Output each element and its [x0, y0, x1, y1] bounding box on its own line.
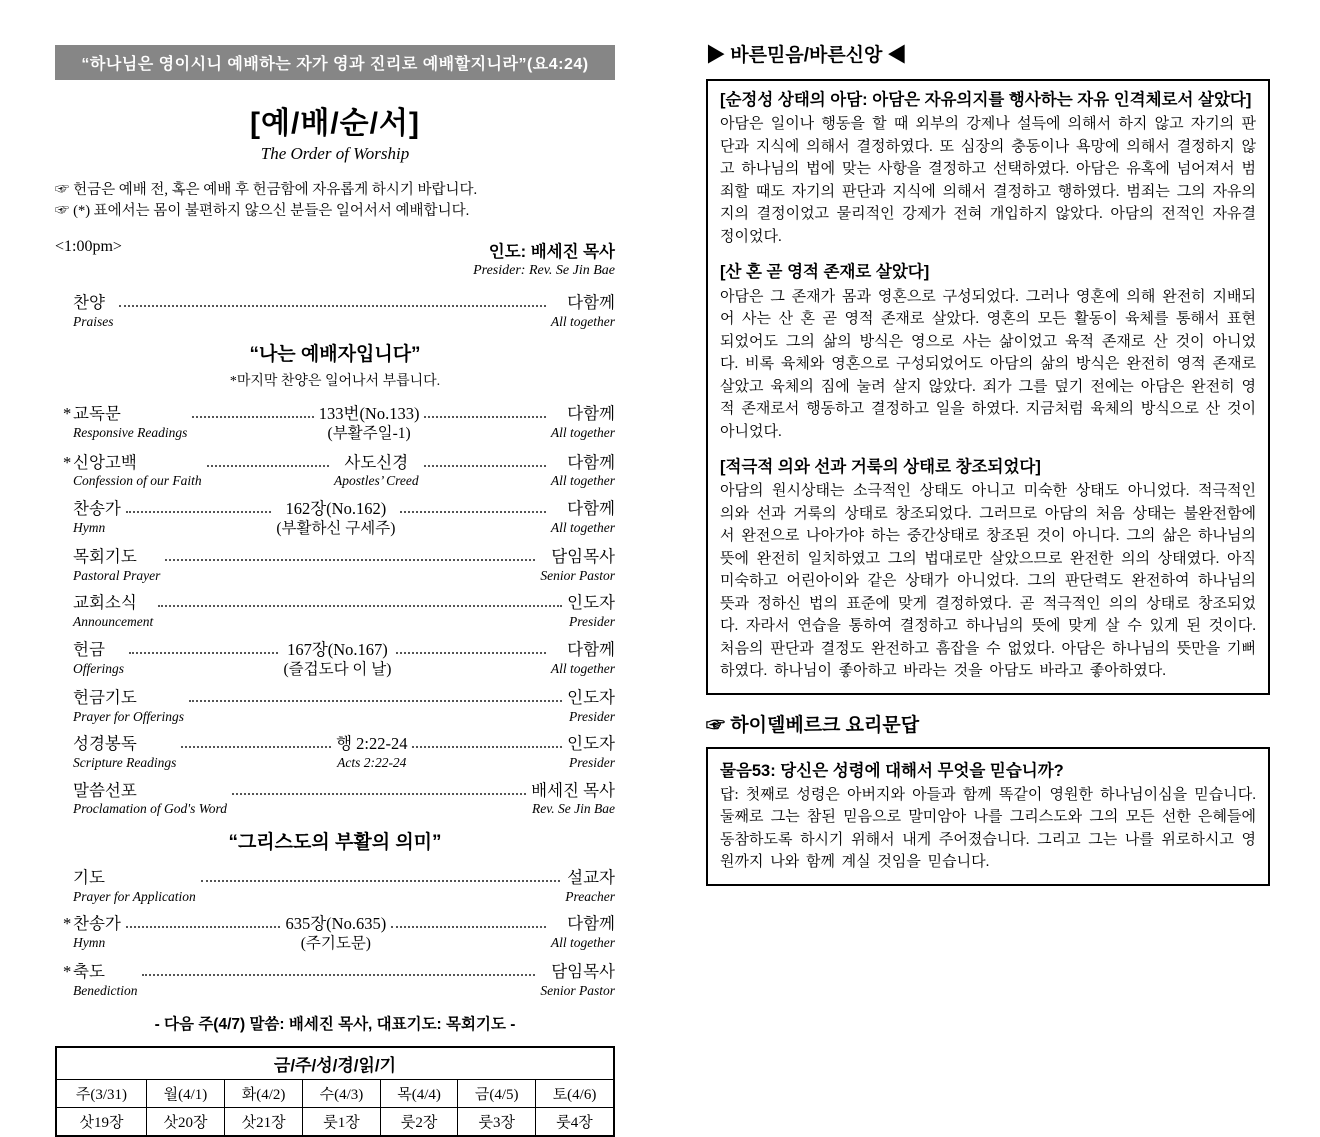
worship-item-center-sub: Acts 2:22-24: [337, 755, 407, 771]
reading-table-cell: 수(4/3): [303, 1079, 381, 1107]
notice-lines: [55, 180, 615, 222]
reading-table-cell: 삿21장: [225, 1107, 303, 1136]
dotted-leader: [201, 868, 561, 882]
worship-item-label: [73, 734, 176, 771]
worship-item-label: [73, 499, 121, 536]
dotted-leader: [424, 404, 545, 418]
dotted-leader: [207, 453, 329, 467]
worship-item-center: [334, 453, 419, 490]
worship-item: [63, 962, 615, 999]
worship-item-participant: [567, 593, 615, 630]
participant-english: Senior Pastor: [540, 567, 615, 583]
worship-item-center-sub: (즐겁도다 이 날): [283, 660, 392, 678]
participant-english: Preacher: [565, 888, 615, 904]
worship-item-center: [319, 404, 420, 443]
worship-item-participant: [551, 293, 615, 330]
worship-item: [73, 293, 615, 330]
worship-item-label-english: Hymn: [73, 519, 106, 535]
dotted-leader: [192, 404, 313, 418]
worship-item-label-korean: 기도: [73, 867, 105, 887]
worship-item-label: [63, 404, 188, 441]
worship-item-label: [73, 293, 114, 330]
time-presider-row: [55, 238, 615, 279]
worship-items-group-a: [55, 293, 615, 330]
participant-korean: 인도자: [567, 593, 615, 613]
participant-korean: 다함께: [567, 914, 615, 934]
notice-offering: ☞ 헌금은 예배 전, 혹은 예배 후 헌금함에 자유롭게 하시기 바랍니다.: [55, 182, 478, 198]
page-title: [예/배/순/서]: [250, 107, 420, 140]
worship-item-label-english: Offerings: [73, 660, 125, 676]
dotted-leader: [412, 734, 562, 748]
dotted-leader: [119, 293, 546, 307]
page-subtitle: The Order of Worship: [260, 144, 410, 163]
dotted-leader: [391, 914, 546, 928]
reading-table-cell: 토(4/6): [536, 1079, 614, 1107]
dotted-leader: [165, 547, 535, 561]
weekly-bible-reading-table: [55, 1046, 615, 1137]
worship-item-center: [336, 734, 407, 771]
dotted-leader: [400, 499, 546, 513]
faith-section: [720, 456, 1256, 683]
next-week-line: - 다음 주(4/7) 말씀: 배세진 목사, 대표기도: 목회기도 -: [154, 1015, 516, 1033]
worship-items-group-b: [55, 404, 615, 818]
worship-item-label-english: Announcement: [73, 614, 154, 630]
dotted-leader: [232, 781, 526, 795]
worship-item-label: [73, 593, 153, 630]
reading-table-cell: 금(4/5): [458, 1079, 536, 1107]
worship-item-label: [63, 914, 121, 951]
faith-section-heading: [적극적 의와 선과 거룩의 상태로 창조되었다]: [720, 458, 1041, 477]
worship-item-label-english: Benediction: [73, 983, 138, 999]
dotted-leader: [142, 962, 535, 976]
catechism-answer: 답: 첫째로 성령은 아버지와 아들과 함께 똑같이 영원한 하나님이심을 믿습니다. 둘째로 그는 참된 믿음으로 말미암아 나를 그리스도와 그의 모든 선한 은혜들에 동참하도록 하시기 위해서 내게 주어졌습니다. 그리고 그는 나를 위로하시고 영원까지 나와 함께 계실 것임을 믿습니다.: [720, 786, 1256, 871]
service-time: <1:00pm>: [55, 238, 122, 256]
participant-english: All together: [550, 519, 615, 535]
worship-item-label: [73, 781, 227, 818]
worship-item-label: [73, 688, 184, 725]
dotted-leader: [189, 688, 562, 702]
worship-item: [73, 781, 615, 818]
worship-item-center-main: 사도신경: [344, 452, 409, 472]
worship-item-label-korean: 찬송가: [73, 498, 121, 518]
reading-table-chapters-row: [56, 1107, 614, 1136]
worship-item-label: [73, 547, 160, 584]
worship-item-participant: [540, 547, 615, 584]
dotted-leader: [181, 734, 331, 748]
faith-section-heading: [순정성 상태의 아담: 아담은 자유의지를 행사하는 자유 인격체로서 살았다]: [720, 91, 1252, 109]
faith-section: [720, 89, 1256, 248]
worship-item-center-sub: (주기도문): [300, 935, 371, 953]
dotted-leader: [126, 914, 281, 928]
faith-section: [720, 261, 1256, 443]
participant-korean: 설교자: [567, 867, 615, 887]
worship-item-label-korean: * 축도: [63, 962, 105, 982]
participant-korean: 담임목사: [551, 547, 615, 567]
worship-item-label-english: Pastoral Prayer: [73, 567, 161, 583]
worship-item: [73, 593, 615, 630]
worship-item-label: [73, 868, 196, 905]
worship-item: [63, 404, 615, 443]
reading-table-cell: 룻2장: [380, 1107, 458, 1136]
worship-item-label-korean: 찬양: [73, 293, 105, 313]
worship-items-group-c: [55, 868, 615, 1000]
worship-item-center-sub: (부활주일-1): [327, 425, 411, 443]
worship-item-label-english: Proclamation of God's Word: [73, 801, 228, 817]
praise-song-block: [55, 339, 615, 390]
reading-table-title: 금/주/성/경/읽/기: [56, 1047, 614, 1080]
worship-item-label: [63, 962, 138, 999]
worship-item-label-english: Praises: [73, 313, 114, 329]
worship-item: [63, 452, 616, 490]
participant-english: Presider: [569, 614, 615, 630]
worship-item-label-korean: 말씀선포: [73, 780, 137, 800]
presider-english: Presider: Rev. Se Jin Bae: [473, 263, 615, 279]
sermon-title: “그리스도의 부활의 의미”: [228, 831, 442, 853]
worship-item-label-english: Prayer for Offerings: [73, 708, 184, 724]
participant-english: Presider: [569, 755, 615, 771]
worship-item: [73, 734, 615, 771]
faith-text-box: [706, 79, 1270, 695]
worship-item-participant: [540, 962, 615, 999]
faith-section-body: 아담의 원시상태는 소극적인 상태도 아니고 미숙한 상태도 아니었다. 적극적인 의와 선과 거룩의 상태로 창조되었다. 그러므로 아담의 처음 상태는 불완전함에서 완전으로 나아가야 하는 중간상태로 창조된 것이 아니다. 그의 삶은 하나님의 뜻에 완전히 일치하였고 그의 법대로만 살았으므로 완전한 의의 상태였다. 아직 미숙하고 어린아이와 같은 상태가 아니었다. 그의 판단력도 완전하여 하나님의 뜻과 정하신 법의 표준에 맞게 결정하였다. 곧 적극적인 의의 상태로 창조되었다. 자라서 연습을 통하여 결정하고 하나님의 뜻에 맞게 살 수 있게 된 것이다. 처음의 판단과 결정도 완전하고 흠잡을 수 없었다. 아담은 하나님의 뜻만을 기뻐하였다. 하나님이 좋아하고 바라는 것을 아담도 바라고 좋아하였다.: [720, 483, 1256, 680]
worship-item-center: [276, 499, 395, 538]
reading-table-cell: 화(4/2): [225, 1079, 303, 1107]
standing-asterisk: *: [63, 914, 72, 934]
participant-korean: 인도자: [567, 734, 615, 754]
worship-item: [73, 499, 615, 538]
participant-english: All together: [550, 660, 615, 676]
worship-item-label-english: Confession of our Faith: [73, 473, 202, 489]
worship-item-center: [285, 914, 386, 953]
worship-item-center-main: 162장(No.162): [285, 498, 387, 518]
worship-item: [63, 914, 615, 953]
participant-english: Senior Pastor: [540, 983, 615, 999]
worship-item-center-main: 635장(No.635): [285, 914, 387, 934]
reading-table-cell: 월(4/1): [146, 1079, 224, 1107]
worship-item-center-main: 행 2:22-24: [336, 734, 408, 754]
participant-korean: 다함께: [567, 639, 615, 659]
reading-table-cell: 주(3/31): [56, 1079, 146, 1107]
worship-item-label-korean: * 신앙고백: [63, 452, 137, 472]
faith-section-body: 아담은 일이나 행동을 할 때 외부의 강제나 설득에 의해서 하지 않고 자기의 판단과 지식에 의해서 결정하였다. 또 심장의 충동이나 욕망에 의해서 결정하지 않고 하나님의 법에 맞는 사항을 결정하고 선택하였다. 아담은 유혹에 넘어져서 범죄할 때도 자기의 판단과 지식에 의해서 결정하고 행하였다. 범죄는 그의 자유의지의 결정이었고 물리적인 강제가 전혀 개입하지 않았다. 아담의 전적인 자유결정이었다.: [720, 116, 1256, 245]
worship-item-center-sub: (부활하신 구세주): [276, 519, 396, 537]
reading-table-cell: 룻1장: [303, 1107, 381, 1136]
participant-korean: 다함께: [567, 404, 615, 424]
reading-table-cell: 룻4장: [536, 1107, 614, 1136]
participant-korean: 담임목사: [551, 962, 615, 982]
notice-standing: ☞ (*) 표에서는 몸이 불편하지 않으신 분들은 일어서서 예배합니다.: [55, 203, 470, 220]
worship-item-participant: [551, 453, 615, 490]
worship-item: [73, 868, 615, 905]
reading-table-cell: 룻3장: [458, 1107, 536, 1136]
worship-item-label-korean: 헌금기도: [73, 687, 137, 707]
participant-korean: 다함께: [567, 498, 615, 518]
dotted-leader: [129, 640, 278, 654]
dotted-leader: [158, 593, 562, 607]
presider-korean: 인도: 배세진 목사: [488, 243, 615, 262]
praise-song-note: *마지막 찬양은 일어나서 부릅니다.: [229, 374, 441, 390]
worship-item-label-korean: 교회소식: [73, 593, 137, 613]
participant-english: All together: [550, 425, 615, 441]
worship-item-label-korean: 목회기도: [73, 547, 137, 567]
standing-asterisk: *: [63, 404, 72, 424]
reading-table-cell: 목(4/4): [380, 1079, 458, 1107]
worship-item: [73, 688, 615, 725]
worship-item-label-english: Hymn: [73, 935, 106, 951]
praise-song-title: “나는 예배자입니다”: [249, 344, 421, 366]
participant-english: All together: [550, 473, 616, 489]
worship-item: [73, 547, 615, 584]
participant-korean: 다함께: [567, 293, 615, 313]
worship-item-participant: [551, 404, 615, 441]
dotted-leader: [396, 640, 545, 654]
dotted-leader: [424, 453, 546, 467]
participant-korean: 배세진 목사: [531, 780, 615, 800]
reading-table-days-row: [56, 1079, 614, 1107]
catechism-question: 물음53: 당신은 성령에 대해서 무엇을 믿습니까?: [720, 761, 1064, 780]
worship-item-label-korean: 헌금: [73, 639, 105, 659]
scripture-banner: “하나님은 영이시니 예배하는 자가 영과 진리로 예배할지니라”(요4:24): [55, 45, 615, 80]
worship-item-label-korean: * 교독문: [63, 404, 121, 424]
catechism-header: ☞ 하이델베르크 요리문답: [706, 714, 920, 736]
participant-english: All together: [550, 935, 615, 951]
standing-asterisk: *: [63, 452, 72, 472]
faith-section-body: 아담은 그 존재가 몸과 영혼으로 구성되었다. 그러나 영혼에 의해 완전히 지배되어 사는 산 혼 곧 영적 존재로 살았다. 영혼의 모든 활동이 육체를 통해서 표현되었어도 그의 삶의 방식은 영으로 사는 삶이었고 육적 존재로 산 것이 아니었다. 비록 육체와 영혼으로 구성되었어도 아담의 삶의 방식은 완전히 영적 존재로 살았고 육체의 짐에 눌려 살지 않았다. 죄가 그를 덮기 전에는 아담은 완전히 영적 존재로서 행동하고 결정하고 일을 하였다. 지금처럼 육체의 방식으로 산 것이 아니었다.: [720, 288, 1256, 440]
right-faith-header: ▶ 바른믿음/바른신앙 ◀: [706, 45, 907, 66]
participant-english: All together: [550, 313, 615, 329]
participant-korean: 다함께: [567, 452, 616, 472]
worship-item-center-sub: Apostles’ Creed: [333, 473, 419, 489]
catechism-question-box: [706, 747, 1270, 886]
worship-item-participant: [551, 499, 615, 536]
worship-item-label-english: Prayer for Application: [73, 888, 196, 904]
worship-item-participant: [567, 734, 615, 771]
faith-section-heading: [산 혼 곧 영적 존재로 살았다]: [720, 263, 930, 282]
worship-item-participant: [565, 868, 615, 905]
worship-item-label-korean: * 찬송가: [63, 914, 121, 934]
worship-item-participant: [551, 640, 615, 677]
participant-english: Rev. Se Jin Bae: [532, 801, 615, 817]
reading-table-cell: 삿20장: [146, 1107, 224, 1136]
worship-item-label-english: Responsive Readings: [73, 425, 188, 441]
worship-item-center-main: 167장(No.167): [287, 639, 388, 659]
participant-english: Presider: [569, 708, 615, 724]
worship-item-label-english: Scripture Readings: [73, 755, 177, 771]
doctrine-column: [706, 40, 1270, 886]
standing-asterisk: *: [63, 962, 72, 982]
worship-item: [73, 640, 615, 679]
worship-item-participant: [531, 781, 615, 818]
worship-item-participant: [567, 688, 615, 725]
worship-item-center-main: 133번(No.133): [318, 404, 420, 424]
worship-item-center: [283, 640, 391, 679]
participant-korean: 인도자: [567, 687, 615, 707]
reading-table-cell: 삿19장: [56, 1107, 146, 1136]
order-of-worship-column: [55, 45, 615, 1137]
worship-item-participant: [551, 914, 615, 951]
worship-item-label: [63, 452, 202, 490]
worship-item-label-korean: 성경봉독: [73, 734, 137, 754]
worship-item-label: [73, 640, 124, 677]
presider-block: [473, 238, 615, 279]
dotted-leader: [126, 499, 272, 513]
